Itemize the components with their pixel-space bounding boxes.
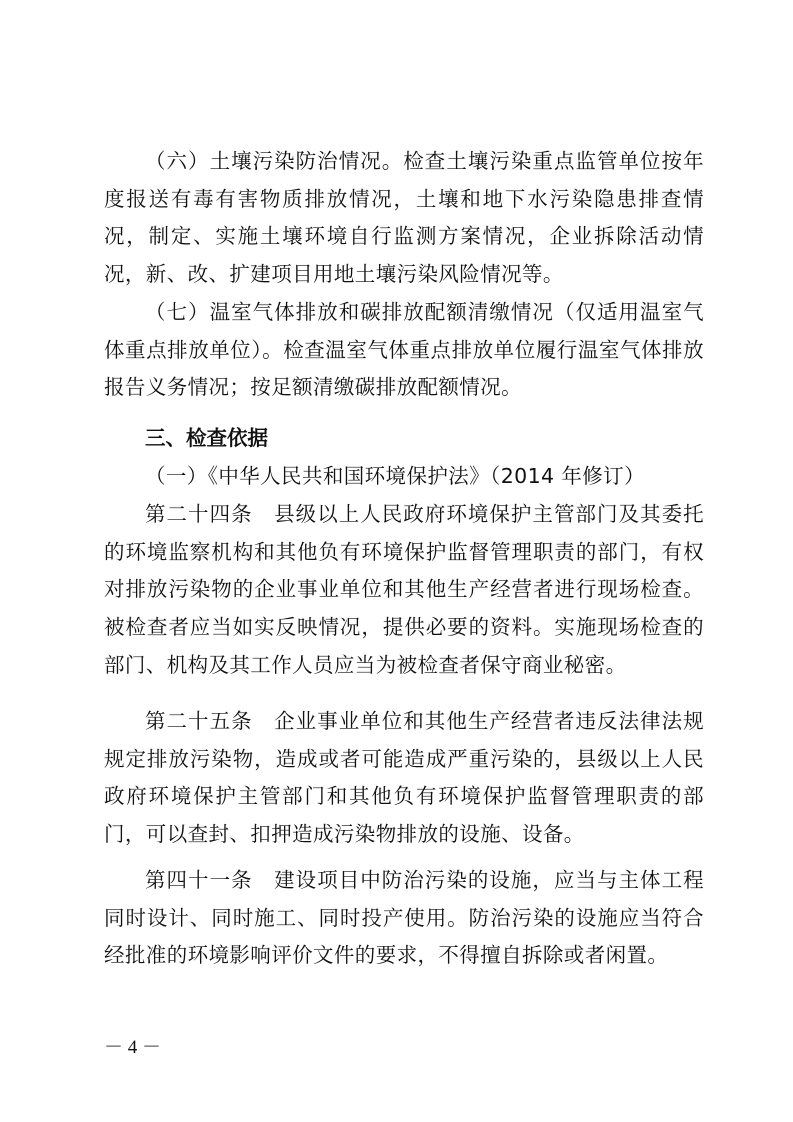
section-6-title: （六）土壤污染防治情况。 (145, 149, 404, 173)
law-title-environmental-protection: （一）《中华人民共和国环境保护法》（2014 年修订） (145, 464, 645, 488)
section-7-body: 检查温室气体重点排放单位履行温室气体排放报告义务情况；按足额清缴碳排放配额情况。 (104, 337, 704, 400)
paragraph-section-7 (104, 294, 704, 407)
paragraph-article-41: 第四十一条 建设项目中防治污染的设施，应当与主体工程同时设计、同时施工、同时投产使用。防治污染的设施应当符合经批准的环境影响评价文件的要求，不得擅自拆除或者闲置。 (104, 868, 704, 968)
paragraph-article-24: 第二十四条 县级以上人民政府环境保护主管部门及其委托的环境监察机构和其他负有环境保护监督管理职责的部门，有权对排放污染物的企业事业单位和其他生产经营者进行现场检查。被检查者应当如实反映情况，提供必要的资料。实施现场检查的部门、机构及其工作人员应当为被检查者保守商业秘密。 (104, 502, 704, 677)
paragraph-section-6 (104, 143, 704, 294)
heading-inspection-basis: 三、检查依据 (145, 426, 268, 450)
paragraph-article-25: 第二十五条 企业事业单位和其他生产经营者违反法律法规规定排放污染物，造成或者可能造成严重污染的，县级以上人民政府环境保护主管部门和其他负有环境保护监督管理职责的部门，可以查封、扣押造成污染物排放的设施、设备。 (104, 709, 704, 847)
page-number: － 4 － (104, 1037, 162, 1058)
section-6-body: 检查土壤污染重点监管单位按年度报送有毒有害物质排放情况，土壤和地下水污染隐患排查情况，制定、实施土壤环境自行监测方案情况，企业拆除活动情况，新、改、扩建项目用地土壤污染风险情况等。 (104, 149, 704, 287)
section-7-title: （七）温室气体排放和碳排放配额清缴情况（仅适用温室气体重点排放单位）。 (104, 300, 704, 362)
